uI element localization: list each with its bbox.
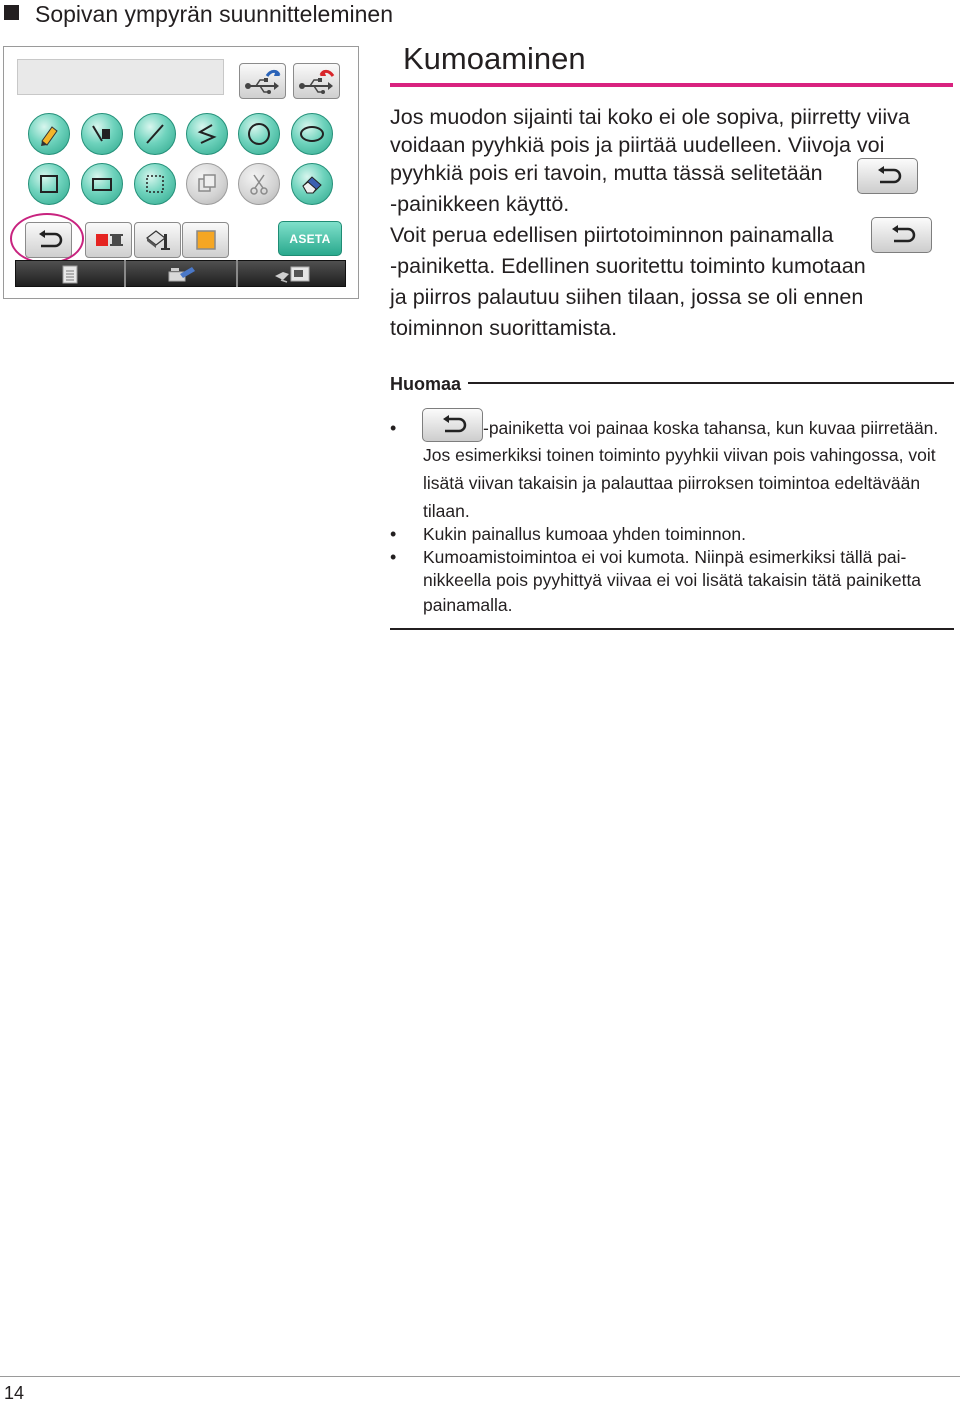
bullet: • xyxy=(390,547,397,567)
chapter-title: Sopivan ympyrän suunnitteleminen xyxy=(35,1,393,27)
panel-display-field xyxy=(17,59,224,95)
copy-icon xyxy=(194,171,220,197)
section-title: Kumoaminen xyxy=(403,41,586,76)
body-text-line: -painikkeen käyttö. xyxy=(390,192,570,216)
usb-import-button[interactable] xyxy=(239,63,286,99)
pen-tool-button[interactable] xyxy=(28,113,70,155)
zigzag-line-tool-button[interactable] xyxy=(186,113,228,155)
usb-export-icon xyxy=(297,67,337,95)
fill-color-button[interactable] xyxy=(134,222,181,258)
section-marker-square xyxy=(4,5,19,20)
section-title-rule xyxy=(390,83,953,87)
undo-icon xyxy=(873,165,903,187)
stitch-icon xyxy=(193,228,219,252)
note-rule xyxy=(468,382,954,384)
square-icon xyxy=(36,171,62,197)
eraser-icon xyxy=(299,171,325,197)
page-number: 14 xyxy=(4,1383,25,1403)
machine-tab[interactable] xyxy=(270,263,314,284)
note-text-line: Jos esimerkiksi toinen toiminto pyyhkii viivan pois vahingossa, voit xyxy=(423,445,936,465)
body-text-line: toiminnon suorittamista. xyxy=(390,316,618,340)
bullet: • xyxy=(390,418,397,438)
circle-icon xyxy=(245,120,273,148)
note-text-line: tilaan. xyxy=(423,501,470,521)
inline-undo-button xyxy=(857,158,918,194)
footer-rule xyxy=(0,1376,960,1377)
sewing-icon xyxy=(166,264,198,284)
body-text-line: Jos muodon sijainti tai koko ei ole sopiva, piirretty viiva xyxy=(390,105,910,129)
bullet: • xyxy=(390,524,397,544)
ellipse-icon xyxy=(298,120,326,148)
body-text-line: -painiketta. Edellinen suoritettu toiminto kumotaan xyxy=(390,254,866,278)
usb-import-icon xyxy=(243,67,283,95)
ellipse-tool-button[interactable] xyxy=(291,113,333,155)
dotted-select-icon xyxy=(142,171,168,197)
note-text-line: painamalla. xyxy=(423,595,513,615)
zigzag-line-icon xyxy=(194,121,220,147)
scissors-icon xyxy=(246,171,272,197)
line-color-icon xyxy=(92,229,126,251)
pen-icon xyxy=(36,121,62,147)
select-area-tool-button[interactable] xyxy=(134,163,176,205)
inline-undo-button xyxy=(871,217,932,253)
bar-divider xyxy=(236,260,238,287)
bucket-line-tool-button[interactable] xyxy=(81,113,123,155)
straight-line-icon xyxy=(142,121,168,147)
sewing-tab[interactable] xyxy=(165,263,199,284)
machine-icon xyxy=(271,264,313,284)
undo-highlight-ring xyxy=(10,213,84,264)
note-text-line: Kumoamistoimintoa ei voi kumota. Niinpä esimerkiksi tällä pai- xyxy=(423,547,907,567)
note-bottom-rule xyxy=(390,628,954,630)
undo-icon xyxy=(438,414,468,436)
body-text-line: Voit perua edellisen piirtotoiminnon painamalla xyxy=(390,223,834,247)
page-tab[interactable] xyxy=(58,263,82,284)
bucket-line-icon xyxy=(89,121,115,147)
note-text-line: lisätä viivan takaisin ja palauttaa piirroksen toimintoa edeltävään xyxy=(423,473,921,493)
note-text-line: nikkeella pois pyyhittyä viivaa ei voi lisätä takaisin tätä painiketta xyxy=(423,570,922,590)
straight-line-tool-button[interactable] xyxy=(134,113,176,155)
inline-undo-button xyxy=(422,408,483,442)
square-tool-button[interactable] xyxy=(28,163,70,205)
usb-export-button[interactable] xyxy=(293,63,340,99)
note-text-line: -painiketta voi painaa koska tahansa, kun kuvaa piirretään. xyxy=(483,418,939,438)
fill-color-icon xyxy=(141,228,175,252)
body-text-line: voidaan pyyhkiä pois ja piirtää uudelleen. Viivoja voi xyxy=(390,133,885,157)
bar-divider xyxy=(124,260,126,287)
note-text-line: Kukin painallus kumoaa yhden toiminnon. xyxy=(423,524,746,544)
aseta-button[interactable]: ASETA xyxy=(278,221,342,256)
body-text-line: pyyhkiä pois eri tavoin, mutta tässä selitetään xyxy=(390,161,823,185)
line-color-button[interactable] xyxy=(85,222,132,258)
undo-icon xyxy=(887,224,917,246)
body-text-line: ja piirros palautuu siihen tilaan, jossa se oli ennen xyxy=(390,285,864,309)
page-icon xyxy=(60,264,80,284)
eraser-tool-button[interactable] xyxy=(291,163,333,205)
rectangle-icon xyxy=(89,171,115,197)
stitch-button[interactable] xyxy=(182,222,229,258)
cut-tool-button[interactable] xyxy=(238,163,280,205)
note-label: Huomaa xyxy=(390,374,462,394)
circle-tool-button[interactable] xyxy=(238,113,280,155)
rectangle-tool-button[interactable] xyxy=(81,163,123,205)
copy-tool-button[interactable] xyxy=(186,163,228,205)
